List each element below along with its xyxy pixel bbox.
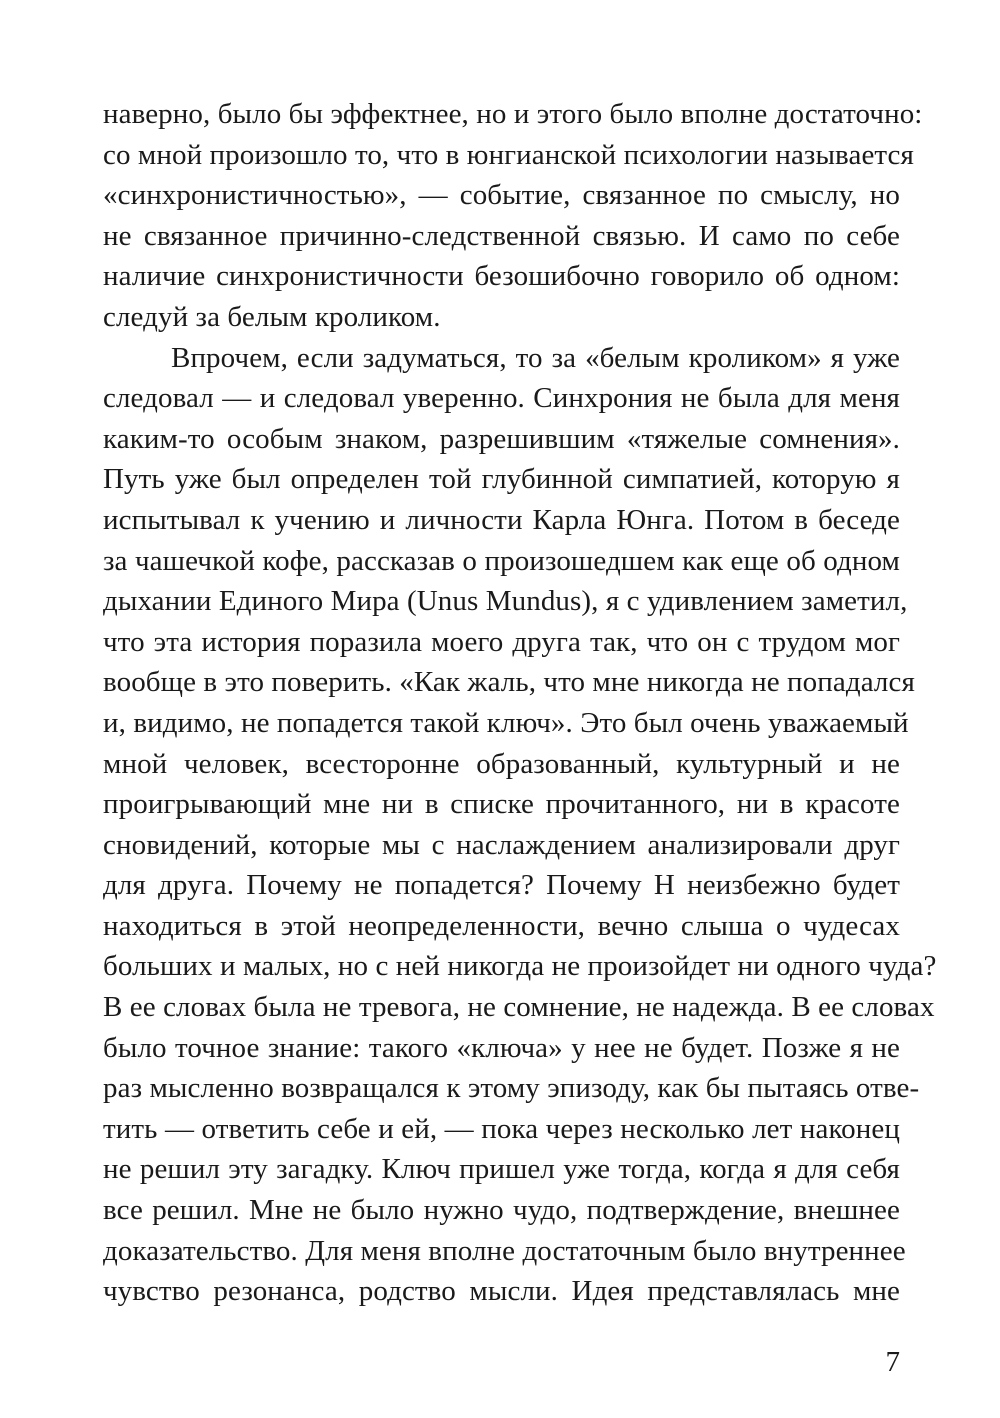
- text-line: за чашечкой кофе, рассказав о произошедшем как еще об одном: [103, 544, 900, 577]
- text-line: не решил эту загадку. Ключ пришел уже тогда, когда я для себя: [103, 1153, 900, 1186]
- text-line: мной человек, всесторонне образованный, культурный и не: [103, 747, 900, 780]
- text-line: находиться в этой неопределенности, вечно слыша о чудесах: [103, 909, 900, 942]
- body-text: [103, 94, 937, 1312]
- text-line: больших и малых, но с ней никогда не произойдет ни одного чуда?: [103, 950, 937, 983]
- text-line: сновидений, которые мы с наслаждением анализировали друг: [103, 828, 900, 861]
- text-line: дыхании Единого Мира (Unus Mundus), я с удивлением заметил,: [103, 585, 908, 618]
- text-line: все решил. Мне не было нужно чудо, подтверждение, внешнее: [103, 1194, 900, 1227]
- text-line: доказательство. Для меня вполне достаточным было внутреннее: [103, 1234, 906, 1267]
- text-line: наличие синхронистичности безошибочно говорило об одном:: [103, 260, 900, 293]
- text-line: раз мысленно возвращался к этому эпизоду, как бы пытаясь отве-: [103, 1072, 920, 1105]
- text-line: «синхронистичностью», — событие, связанное по смыслу, но: [103, 179, 900, 212]
- text-line: было точное знание: такого «ключа» у нее не будет. Позже я не: [103, 1031, 900, 1064]
- text-line: и, видимо, не попадется такой ключ». Это был очень уважаемый: [103, 706, 909, 739]
- text-line: следуй за белым кроликом.: [103, 300, 441, 333]
- text-line: Впрочем, если задуматься, то за «белым кроликом» я уже: [171, 341, 900, 374]
- text-line: каким-то особым знаком, разрешившим «тяжелые сомнения».: [103, 422, 900, 455]
- text-line: со мной произошло то, что в юнгианской психологии называется: [103, 138, 914, 171]
- text-line: В ее словах была не тревога, не сомнение, не надежда. В ее словах: [103, 991, 935, 1024]
- text-line: следовал — и следовал уверенно. Синхрония не была для меня: [103, 382, 900, 415]
- page-number: 7: [885, 1346, 900, 1378]
- text-line: для друга. Почему не попадется? Почему Н неизбежно будет: [103, 869, 900, 902]
- text-line: Путь уже был определен той глубинной симпатией, которую я: [103, 463, 900, 496]
- text-line: что эта история поразила моего друга так, что он с трудом мог: [103, 625, 900, 658]
- text-line: не связанное причинно-следственной связью. И само по себе: [103, 219, 900, 252]
- text-line: чувство резонанса, родство мысли. Идея представлялась мне: [103, 1275, 900, 1308]
- text-line: проигрывающий мне ни в списке прочитанного, ни в красоте: [103, 788, 900, 821]
- text-line: испытывал к учению и личности Карла Юнга. Потом в беседе: [103, 503, 900, 536]
- text-line: вообще в это поверить. «Как жаль, что мне никогда не попадался: [103, 666, 915, 699]
- text-line: тить — ответить себе и ей, — пока через несколько лет наконец: [103, 1112, 900, 1145]
- text-line: наверно, было бы эффектнее, но и этого было вполне достаточно:: [103, 98, 923, 130]
